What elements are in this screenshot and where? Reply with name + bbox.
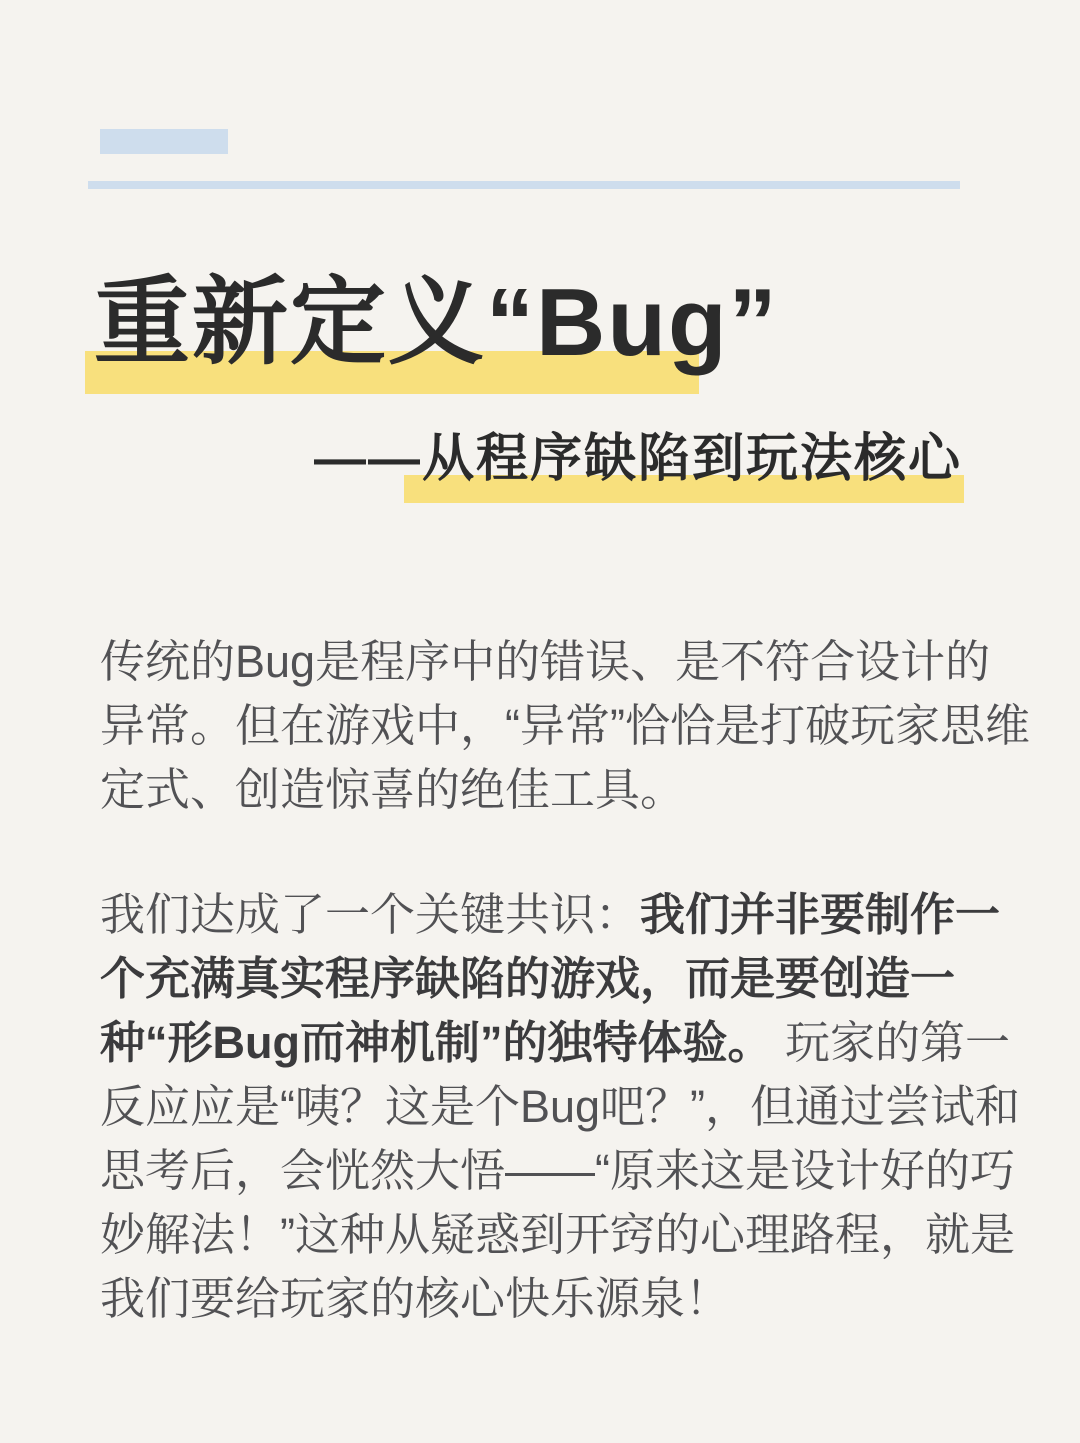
accent-divider-line [88, 181, 960, 189]
paragraph-2-bold-emphasis: 我们并非要制作一个充满真实程序缺陷的游戏，而是要创造一种“形Bug而神机制”的独特体验。 [100, 889, 1001, 1068]
paragraph-1-text: 传统的Bug是程序中的错误、是不符合设计的异常。但在游戏中，“异常”恰恰是打破玩家思维定式、创造惊喜的绝佳工具。 [100, 636, 1030, 815]
paragraph-1 [100, 630, 1030, 822]
subtitle-text: 从程序缺陷到玩法核心 [421, 430, 962, 488]
paragraph-2-rest: 玩家的第一反应应是“咦？这是个Bug吧？”，但通过尝试和思考后，会恍然大悟——“原来这是设计好的巧妙解法！”这种从疑惑到开窍的心理路程，就是我们要给玩家的核心快乐源泉！ [100, 1017, 1021, 1324]
paragraph-2 [100, 883, 1030, 1331]
page-subtitle [314, 428, 962, 490]
paragraph-2-lead: 我们达成了一个关键共识： [100, 889, 641, 940]
page-title: 重新定义“Bug” [94, 269, 779, 376]
subtitle-dash: —— [313, 430, 422, 488]
accent-block [100, 129, 228, 154]
